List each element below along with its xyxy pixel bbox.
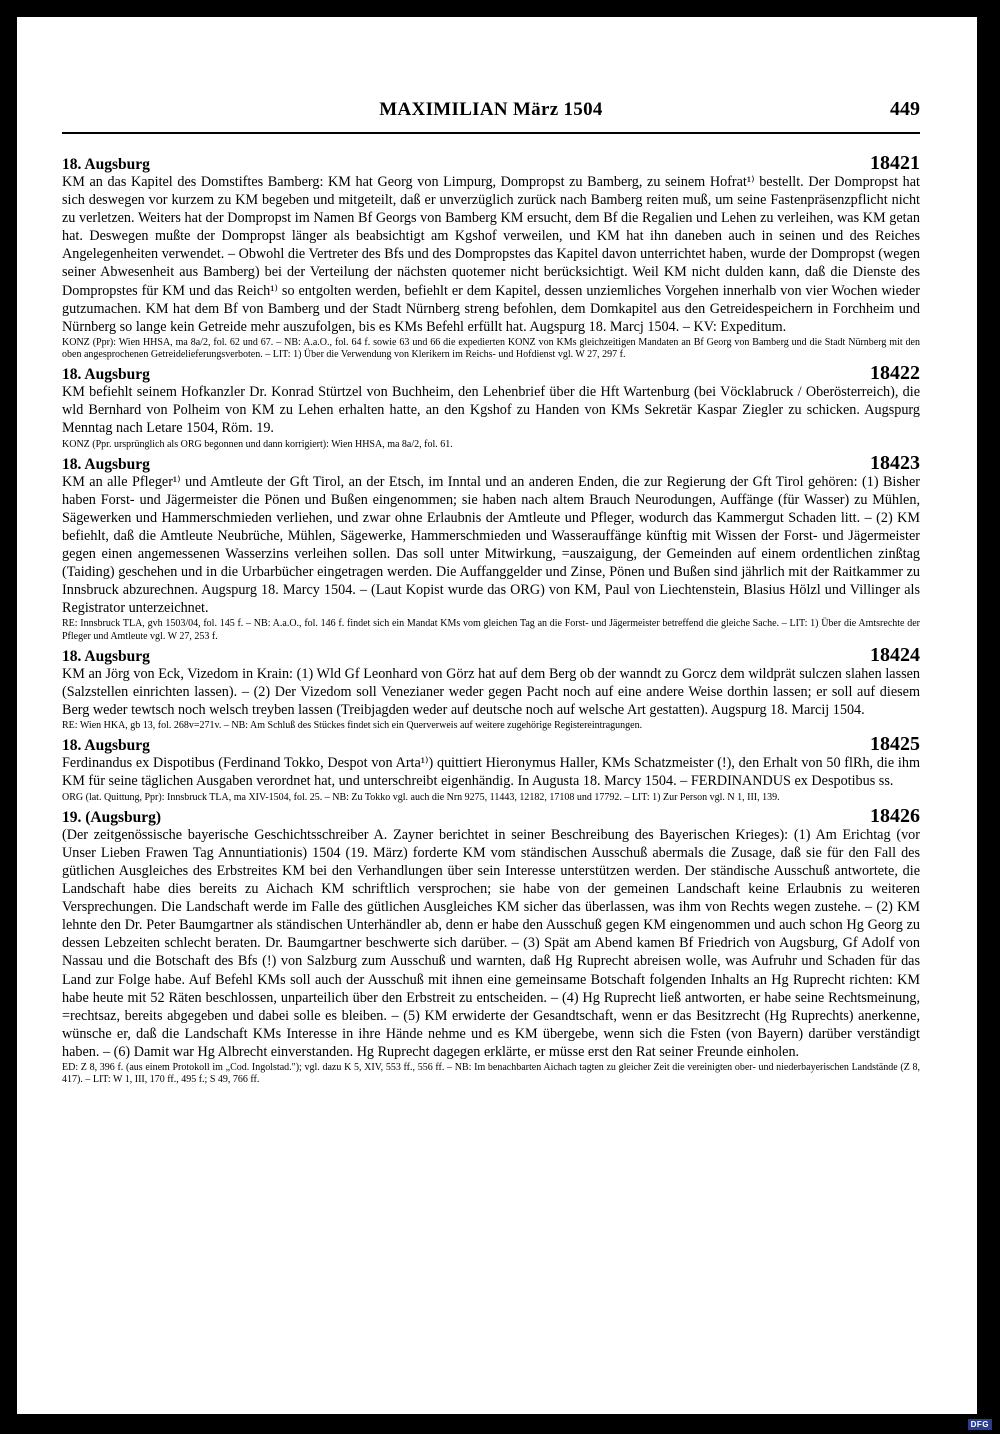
entry-header [62, 804, 920, 827]
entry-note: ED: Z 8, 396 f. (aus einem Protokoll im „Cod. Ingolstad."); vgl. dazu K 5, XIV, 553 ff., 556 ff. – NB: Im benachbarten Aichach tagten zu gleicher Zeit die vereinigten ober- und niederbayerischen Landstände (Z 8, 417). – LIT: W 1, III, 170 ff., 495 f.; S 49, 766 ff. [62, 1061, 920, 1086]
running-title: MAXIMILIAN März 1504 [379, 99, 603, 120]
entry-note: RE: Innsbruck TLA, gvh 1503/04, fol. 145 f. – NB: A.a.O., fol. 146 f. findet sich ein Mandat KMs vom gleichen Tag an die Forst- und Jägermeister betreffend die gleiche Sache. – LIT: 1) Über die Amtsrechte der Pfleger und Amtleute vgl. W 27, 253 f. [62, 618, 920, 642]
funding-footer [638, 1419, 992, 1430]
page-number: 449 [890, 98, 920, 120]
entry-number: 18424 [870, 643, 920, 666]
entry-date: 18. Augsburg [62, 366, 150, 384]
entry-header [62, 451, 920, 474]
entry-note: KONZ (Ppr. ursprünglich als ORG begonnen und dann korrigiert): Wien HHSA, ma 8a/2, fol. 61. [62, 438, 453, 450]
entry-18421 [62, 152, 920, 361]
entry-text: Ferdinandus ex Dispotibus (Ferdinand Tokko, Despot von Arta¹⁾) quittiert Hieronymus Haller, KMs Schatzmeister (!), den Erhalt von 50 flRh, die ihm KM für seine täglichen Ausgaben verordnet hat, und unterschreibt eigenhändig. In Augusta 18. Marcy 1504. – FERDINANDUS ex Despotibus ss. [62, 755, 920, 790]
entry-date: 18. Augsburg [62, 737, 150, 755]
document-body [62, 152, 920, 1090]
entry-note: KONZ (Ppr): Wien HHSA, ma 8a/2, fol. 62 und 67. – NB: A.a.O., fol. 64 f. sowie 63 und 66 die expedierten KONZ von KMs gleichzeitigen Mandaten an Bf Georg von Bamberg und die Stadt Nürnberg mit den oben angesprochenen Getreidelieferungsverboten. – LIT: 1) Über die Verwendung von Klerikern im Reichs- und Hofdienst vgl. W 27, 297 f. [62, 336, 920, 361]
entry-18424 [62, 643, 920, 732]
entry-number: 18421 [870, 152, 920, 174]
entry-text: KM an Jörg von Eck, Vizedom in Krain: (1) Wld Gf Leonhard von Görz hat auf dem Berg ob der wanndt zu Gorcz dem wildprät sulczen slahen lassen (Salzstellen einrichten lassen). – (2) Der Vizedom soll Venezianer weder gegen Pacht noch auf eine andere Weise dorthin lassen; er soll auf diesem Berg weder tewtsch noch welsch treyben lassen (Treibjagden weder auf deutsche noch auf welsche Art gestatten). Augspurg 18. Marcij 1504. [62, 665, 920, 719]
entry-date: 18. Augsburg [62, 455, 150, 473]
page-header [62, 92, 920, 134]
entry-header [62, 152, 920, 174]
entry-18426 [62, 804, 920, 1087]
entry-header [62, 733, 920, 756]
entry-header [62, 362, 920, 385]
entry-number: 18426 [870, 804, 920, 827]
entry-text: KM an das Kapitel des Domstiftes Bamberg: KM hat Georg von Limpurg, Dompropst zu Bamberg, zu seinem Hofrat¹⁾ bestellt. Der Dompropst hat sich deswegen vor kurzem zu KM begeben und mitgeteilt, daß er unverzüglich zurück nach Bamberg reiten muß, um seine Fastenpräsenzpflicht nicht zu verletzen. Weiters hat der Dompropst im Namen Bf Georgs von Bamberg KM ersucht, dem Bf die Regalien und Lehen zu verleihen, was KM getan hat. Deswegen mußte der Dompropst länger als beabsichtigt am Kgshof verweilen, und KM hat ihn daneben auch in seinen und des Reiches Angelegenheiten verwendet. – Obwohl die Vertreter des Bfs und des Dompropstes das Kapitel davon unterrichtet haben, wurde der Dompropst (wegen seiner Abwesenheit aus Bamberg) bei der Verteilung der nächsten quotemer nicht berücksichtigt. Weil KM nicht dulden kann, daß die Dienste des Dompropstes für KM und das Reich¹⁾ so entgolten werden, befiehlt er dem Kapitel, dessen unziemliches Vorgehen innerhalb von vier Wochen wieder gutzumachen. KM hat dem Bf von Bamberg und der Stadt Nürnberg streng befohlen, dem Domkapitel aus den Getreidespeichern in Forchheim und Nürnberg so lange kein Getreide mehr auszufolgen, bis es KMs Befehl erfüllt hat. Augspurg 18. Marcj 1504. – KV: Expeditum. [62, 174, 920, 335]
entry-18422 [62, 362, 920, 450]
entry-text: KM befiehlt seinem Hofkanzler Dr. Konrad Stürtzel von Buchheim, den Lehenbrief über die Hft Wartenburg (bei Vöcklabruck / Oberösterreich), die wld Bernhard von Polheim von KM zu Lehen erhalten hatte, an den Kgshof zu Handen von KMs Sekretär Kaspar Ziegler zu schicken. Augspurg Menntag nach Letare 1504, Röm. 19. [62, 384, 920, 437]
entry-text: KM an alle Pfleger¹⁾ und Amtleute der Gft Tirol, an der Etsch, im Inntal und an anderen Enden, die zur Regierung der Gft Tirol gehören: (1) Bisher haben Forst- und Jägermeister die Pönen und Bußen eingenommen; sie haben nach altem Brauch Neurodungen, Auffänge (für Wasser) zu Mühlen, Sägewerken und Hammerschmieden verliehen, und zwar ohne Erlaubnis der Amtleute und Pfleger, wodurch das Kammergut Schaden litt. – (2) KM befiehlt, daß die Amtleute Neubrüche, Mühlen, Sägewerke, Hammerschmieden und Wasserauffänge künftig mit Wissen der Forst- und Jägermeister gegen einen angemessenen Wasserzins verleihen sollen. Das soll unter Mitwirkung, =auszaigung, der Gemeinden auf einem ordentlichen zinßtag (Taiding) geschehen und in die Urbarbücher eingetragen werden. Die Auffanggelder und Zinse, Pönen und Bußen sind jährlich mit der Raitkammer zu Innsbruck abzurechnen. Augspurg 18. Marcy 1504. – (Laut Kopist wurde das ORG) von KM, Paul von Liechtenstein, Blasius Hölzl und Villinger als Registrator unterzeichnet. [62, 473, 920, 617]
entry-note: ORG (lat. Quittung, Ppr): Innsbruck TLA, ma XIV-1504, fol. 25. – NB: Zu Tokko vgl. auch die Nrn 9275, 11443, 12182, 17108 und 17792. – LIT: 1) Zur Person vgl. N 1, III, 139. [62, 791, 780, 803]
entry-18425 [62, 733, 920, 803]
entry-date: 18. Augsburg [62, 647, 150, 665]
entry-date: 18. Augsburg [62, 156, 150, 173]
entry-note: RE: Wien HKA, gb 13, fol. 268v=271v. – NB: Am Schluß des Stückes findet sich ein Querverweis auf weitere zugehörige Registereintragungen. [62, 720, 643, 732]
entry-number: 18423 [870, 451, 920, 474]
dfg-logo: DFG [968, 1419, 992, 1430]
entry-number: 18425 [870, 733, 920, 756]
entry-date: 19. (Augsburg) [62, 808, 162, 826]
funding-credit: Digitalisierung gefördert durch die Deutsche Forschungsgemeinschaft · [638, 1419, 964, 1430]
entry-text: (Der zeitgenössische bayerische Geschichtsschreiber A. Zayner berichtet in seiner Beschreibung des Bayerischen Krieges): (1) Am Erichtag (vor Unser Lieben Frawen Tag Annuntiationis) 1504 (19. März) forderte KM vom ständischen Ausschuß abermals die Zusage, daß sie für den Fall des gütlichen Ausgleiches des Erbstreites KM bei den Verhandlungen über sein Interesse unterstützen werden. Der ständische Ausschuß antwortete, die Landschaft habe dies bereits zu Aichach KM schriftlich versprochen; sie habe von der gemeinen Landschaft keine Erlaubnis zu weiteren Versprechungen. Die Landschaft werde im Falle des gütlichen Ausgleiches KM sicher das überlassen, was ihm von Rechts wegen zustehe. – (2) KM lehnte den Dr. Peter Baumgartner als ständischen Unterhändler ab, denn er habe den Ausschuß gegen KM eingenommen und auch schon Hg Georg zu dessen Lebzeiten schlecht beraten. Dr. Baumgartner beschwerte sich darüber. – (3) Spät am Abend kamen Bf Friedrich von Augsburg, Gf Adolf von Nassau und die Botschaft des Bfs (!) von Salzburg zum Ausschuß und warnten, daß Hg Ruprecht abreisen wolle, was Aufruhr und Schaden für das Land zur Folge habe. Auf Befehl KMs soll auch der Ausschuß mit ihnen eine gemeinsame Botschaft folgenden Inhalts an Hg Ruprecht richten: KM habe heute mit 52 Räten beschlossen, unparteilich über den Erbstreit zu entscheiden. – (4) Hg Ruprecht ließ antworten, er habe seine Rechtsmeinung, =rechtsaz, bereits abgegeben und dabei solle es bleiben. – (5) KM erwiderte der Gesandtschaft, wenn er das Besitzrecht (Hg Ruprechts) anerkenne, wünsche er, daß die Landschaft KMs Interesse in ihre Hände nehme und es KM übergebe, wenn sich die Fsten (von Bayern) darüber verständigt haben. – (6) Damit war Hg Albrecht einverstanden. Hg Ruprecht dagegen erklärte, er müsse erst den Rat seiner Freunde einholen. [62, 826, 920, 1060]
entry-header [62, 643, 920, 666]
entry-number: 18422 [870, 362, 920, 385]
entry-18423 [62, 451, 920, 643]
